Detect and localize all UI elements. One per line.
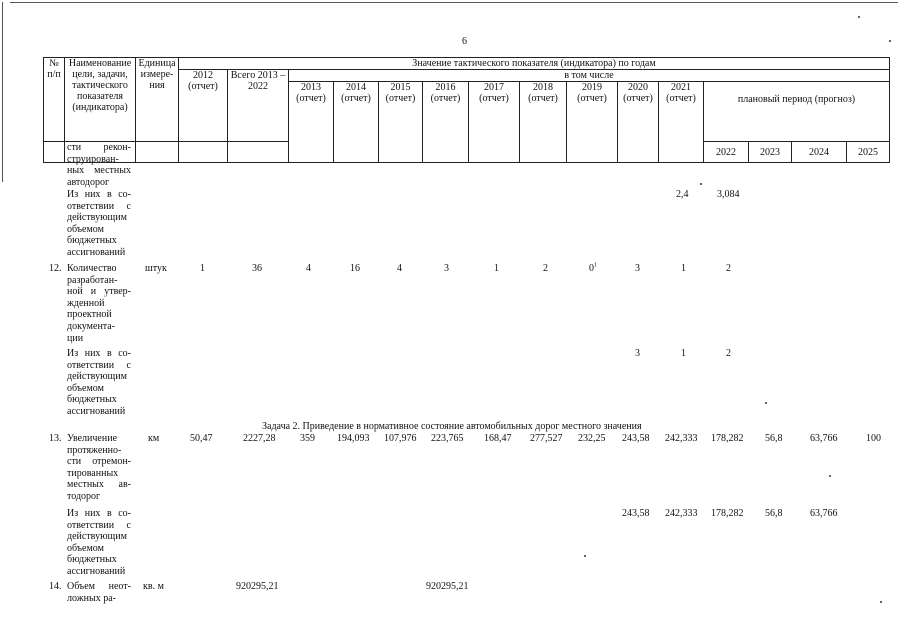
cont-desc: сти рекон-струирован-ных местных автодорог — [67, 142, 131, 188]
header-name: Наименование цели, задачи, тактического показателя (индикатора) — [65, 58, 136, 142]
task-2-heading: Задача 2. Приведение в нормативное состояние автомобильных дорог местного значения — [262, 421, 642, 432]
cont-sub-2021: 2,4 — [676, 189, 689, 200]
r12-2015: 4 — [397, 263, 402, 274]
header-total: Всего 2013 – 2022 — [228, 70, 289, 142]
r12-2012: 1 — [200, 263, 205, 274]
r13-desc: Увеличение протяженно-сти отремон-тированных местных ав-тодорог — [67, 433, 131, 502]
scan-speck — [858, 16, 860, 18]
header-p2025: 2025 — [847, 142, 890, 163]
header-2015: 2015 (отчет) — [379, 82, 423, 163]
r13-sub-desc: Из них в со-ответствии с действующим объемом бюджетных ассигнований — [67, 508, 131, 577]
header-num: № п/п — [44, 58, 65, 142]
cont-sub-desc: Из них в со-ответствии с действующим объемом бюджетных ассигнований — [67, 189, 131, 258]
r13-num: 13. — [49, 433, 62, 444]
r13-2014: 194,093 — [337, 433, 370, 444]
page-number: 6 — [462, 36, 467, 47]
header-plan: плановый период (прогноз) — [704, 82, 890, 142]
header-p2022: 2022 — [704, 142, 749, 163]
r12-2014: 16 — [350, 263, 360, 274]
r12-sub-desc: Из них в со-ответствии с действующим объемом бюджетных ассигнований — [67, 348, 131, 417]
r12-2016: 3 — [444, 263, 449, 274]
r14-total: 920295,21 — [236, 581, 279, 592]
header-incl: в том числе — [289, 70, 890, 82]
r13-2023: 56,8 — [765, 433, 783, 444]
r13-2015: 107,976 — [384, 433, 417, 444]
header-2016: 2016 (отчет) — [423, 82, 469, 163]
r12-total: 36 — [252, 263, 262, 274]
r13-2025: 100 — [866, 433, 881, 444]
r13-total: 2227,28 — [243, 433, 276, 444]
header-p2023: 2023 — [749, 142, 792, 163]
r13-2020: 243,58 — [622, 433, 650, 444]
r13-2024: 63,766 — [810, 433, 838, 444]
r12-desc: Количество разработан-ной и утвер-жденной проектной документа-ции — [67, 263, 131, 344]
r12-2022: 2 — [726, 263, 731, 274]
r13-2018: 277,527 — [530, 433, 563, 444]
scan-speck — [584, 555, 586, 557]
header-2021: 2021 (отчет) — [659, 82, 704, 163]
r12-2021: 1 — [681, 263, 686, 274]
r12-2018: 2 — [543, 263, 548, 274]
header-2019: 2019 (отчет) — [567, 82, 618, 163]
r12-2017: 1 — [494, 263, 499, 274]
header-2018: 2018 (отчет) — [520, 82, 567, 163]
r13-2013: 359 — [300, 433, 315, 444]
r12-sub-2022: 2 — [726, 348, 731, 359]
scan-speck — [700, 183, 702, 185]
r14-2016: 920295,21 — [426, 581, 469, 592]
r13-2022: 178,282 — [711, 433, 744, 444]
r14-desc: Объем неот-ложных ра- — [67, 581, 131, 604]
r12-sub-2020: 3 — [635, 348, 640, 359]
r12-sub-2021: 1 — [681, 348, 686, 359]
r12-2019-footnote: 1 — [594, 262, 597, 269]
r13-2017: 168,47 — [484, 433, 512, 444]
header-2012: 2012 (отчет) — [179, 70, 228, 142]
r12-2020: 3 — [635, 263, 640, 274]
r13-sub-2020: 243,58 — [622, 508, 650, 519]
cont-sub-2022: 3,084 — [717, 189, 740, 200]
r13-2012: 50,47 — [190, 433, 213, 444]
r13-2019: 232,25 — [578, 433, 606, 444]
header-unit: Единица измере-ния — [136, 58, 179, 142]
scan-speck — [765, 402, 767, 404]
scan-speck — [880, 601, 882, 603]
r13-sub-2023: 56,8 — [765, 508, 783, 519]
header-2014: 2014 (отчет) — [334, 82, 379, 163]
r13-unit: км — [148, 433, 160, 444]
scan-speck — [829, 475, 831, 477]
header-2017: 2017 (отчет) — [469, 82, 520, 163]
r13-2021: 242,333 — [665, 433, 698, 444]
r13-sub-2022: 178,282 — [711, 508, 744, 519]
r13-sub-2024: 63,766 — [810, 508, 838, 519]
scan-speck — [889, 40, 891, 42]
r12-unit: штук — [145, 263, 167, 274]
header-p2024: 2024 — [792, 142, 847, 163]
r12-2019: $0^1$ — [589, 262, 597, 274]
r12-2013: 4 — [306, 263, 311, 274]
header-2013: 2013 (отчет) — [289, 82, 334, 163]
r13-2016: 223,765 — [431, 433, 464, 444]
r14-num: 14. — [49, 581, 62, 592]
header-group-title: Значение тактического показателя (индикатора) по годам — [179, 58, 890, 70]
r12-num: 12. — [49, 263, 62, 274]
header-2020: 2020 (отчет) — [618, 82, 659, 163]
r14-unit: кв. м — [143, 581, 164, 592]
r13-sub-2021: 242,333 — [665, 508, 698, 519]
